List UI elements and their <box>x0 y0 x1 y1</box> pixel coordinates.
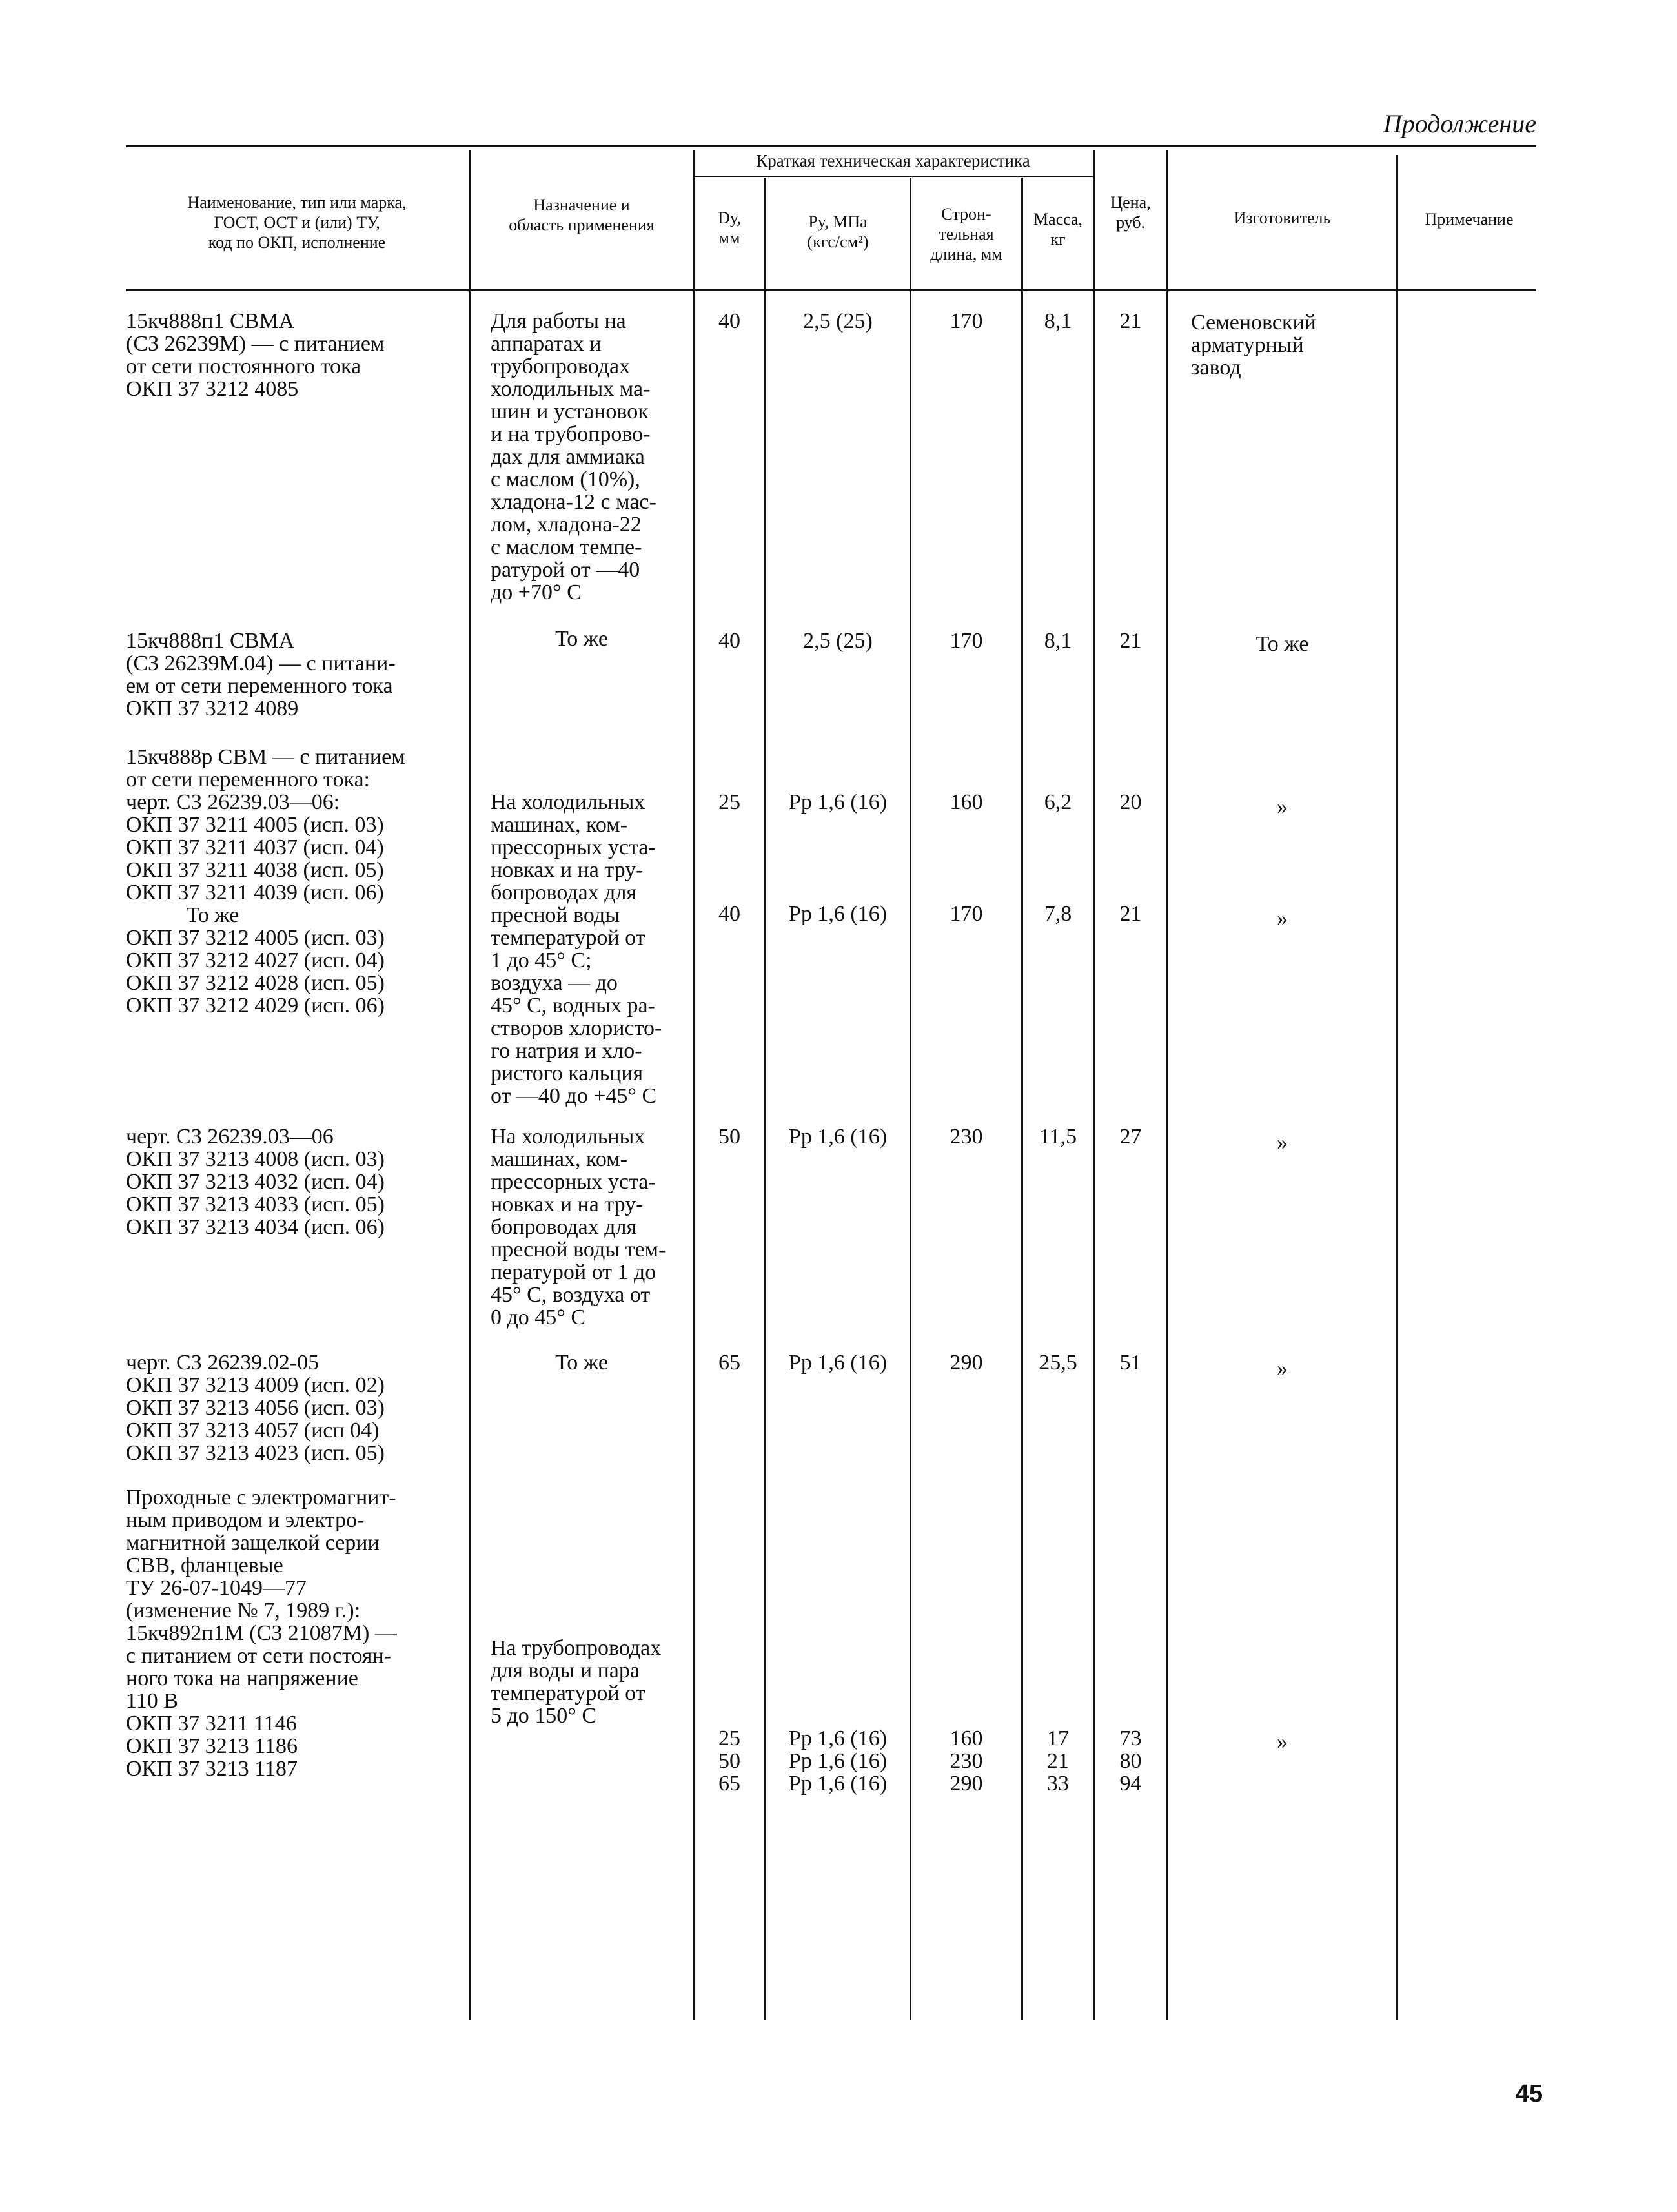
header-mass: Масса, кг <box>1033 210 1083 249</box>
header-dy: Dу, мм <box>718 209 741 247</box>
row4-length: 230 <box>950 1125 983 1149</box>
row6-py: Pр 1,6 (16) Pр 1,6 (16) Pр 1,6 (16) <box>788 1726 888 1796</box>
row1-purpose: Для работы на аппаратах и трубопроводах холодильных ма- шин и установок и на трубопрово- дах для аммиака с маслом (10%), хладона-12 с мас- лом, хладона-22 с маслом темпе- ратурой от —40 до +70° С <box>491 309 656 604</box>
row5-length: 290 <box>950 1351 983 1375</box>
row3b-length: 170 <box>950 902 983 926</box>
row4-maker: » <box>1277 1131 1288 1154</box>
row3a-maker: » <box>1277 795 1288 819</box>
row5-name: черт. СЗ 26239.02-05 ОКП 37 3213 4009 (исп. 02) ОКП 37 3213 4056 (исп. 03) ОКП 37 3213 4057 (исп 04) ОКП 37 3213 4023 (исп. 05) <box>126 1351 385 1465</box>
header-name: Наименование, тип или марка, ГОСТ, ОСТ и (или) ТУ, код по ОКП, исполнение <box>187 193 407 252</box>
row2-purpose: То же <box>555 627 608 651</box>
row1-mass: 8,1 <box>1044 309 1072 333</box>
col-divider-8 <box>1396 155 1398 2020</box>
row3b-maker: » <box>1277 906 1288 930</box>
row4-mass: 11,5 <box>1039 1125 1077 1149</box>
row3-purpose: На холодильных машинах, ком- прессорных уста- новках и на тру- бопроводах для пресной воды температурой от 1 до 45° С; воздуха — до 45° С, водных ра- створов хлористо- го натрия и хло- ристого кальция от —40 до +45° С <box>491 790 662 1108</box>
row1-length: 170 <box>950 309 983 333</box>
row3b-mass: 7,8 <box>1044 902 1072 926</box>
header-note: Примечание <box>1425 210 1514 229</box>
row2-length: 170 <box>950 629 983 653</box>
row2-price: 21 <box>1119 629 1142 653</box>
continuation-label: Продолжение <box>1383 109 1536 138</box>
row1-py: 2,5 (25) <box>803 309 873 333</box>
header-maker: Изготовитель <box>1234 209 1331 227</box>
row6-purpose: На трубопроводах для воды и пара температурой от 5 до 150° С <box>491 1636 662 1728</box>
row3a-py: Pр 1,6 (16) <box>788 790 888 814</box>
row3b-py: Pр 1,6 (16) <box>788 902 888 926</box>
row4-price: 27 <box>1119 1125 1142 1149</box>
row5-mass: 25,5 <box>1039 1351 1077 1375</box>
row3b-price: 21 <box>1119 902 1142 926</box>
row3a-mass: 6,2 <box>1044 790 1072 814</box>
row2-name: 15кч888п1 СВМА (СЗ 26239М.04) — с питани- ем от сети переменного тока ОКП 37 3212 4089 <box>126 629 396 721</box>
row2-maker: То же <box>1255 632 1309 656</box>
row4-name: черт. СЗ 26239.03—06 ОКП 37 3213 4008 (исп. 03) ОКП 37 3213 4032 (исп. 04) ОКП 37 3213 4033 (исп. 05) ОКП 37 3213 4034 (исп. 06) <box>126 1125 385 1239</box>
row3-name: 15кч888р СВМ — с питанием от сети переменного тока: черт. СЗ 26239.03—06: ОКП 37 3211 4005 (исп. 03) ОКП 37 3211 4037 (исп. 04) ОКП 37 3211 4038 (исп. 05) ОКП 37 3211 4039 (исп. 06) То же ОКП 37 3212 4005 (исп. 03) ОКП 37 3212 4027 (исп. 04) ОКП 37 3212 4028 (исп. 05) ОКП 37 3212 4029 (исп. 06) <box>126 745 405 1018</box>
row1-name: 15кч888п1 СВМА (СЗ 26239М) — с питанием от сети постоянного тока ОКП 37 3212 4085 <box>126 309 385 401</box>
row5-dy: 65 <box>718 1351 740 1375</box>
row3b-dy: 40 <box>718 902 740 926</box>
row2-py: 2,5 (25) <box>803 629 873 653</box>
row6-name: Проходные с электромагнит- ным приводом и электро- магнитной защелкой серии СВВ, фланцевые ТУ 26-07-1049—77 (изменение № 7, 1989 г.): 15кч892п1М (СЗ 21087М) — с питанием от сети постоян- ного тока на напряжение 110 В ОКП 37 3211 1146 ОКП 37 3213 1186 ОКП 37 3213 1187 <box>126 1486 397 1781</box>
page-number: 45 <box>1515 2080 1543 2107</box>
header-py: Pу, МПа (кгс/см²) <box>807 212 869 251</box>
row4-dy: 50 <box>718 1125 740 1149</box>
row6-mass: 17 21 33 <box>1047 1726 1069 1796</box>
row4-purpose: На холодильных машинах, ком- прессорных уста- новках и на тру- бопроводах для пресной воды тем- пературой от 1 до 45° С, воздуха от 0 до 45° С <box>491 1125 666 1329</box>
row2-dy: 40 <box>718 629 740 653</box>
row5-maker: » <box>1277 1357 1288 1380</box>
row5-py: Pр 1,6 (16) <box>788 1351 888 1375</box>
row5-purpose: То же <box>555 1351 608 1375</box>
row3a-dy: 25 <box>718 790 740 814</box>
row4-py: Pр 1,6 (16) <box>788 1125 888 1149</box>
row6-dy: 25 50 65 <box>718 1726 740 1796</box>
row5-price: 51 <box>1119 1351 1142 1375</box>
col-divider-1 <box>469 150 471 2020</box>
row6-length: 160 230 290 <box>950 1726 983 1796</box>
row2-mass: 8,1 <box>1044 629 1072 653</box>
row1-price: 21 <box>1119 309 1142 333</box>
row3a-length: 160 <box>950 790 983 814</box>
table-top-rule <box>126 145 1536 147</box>
row6-maker: » <box>1277 1730 1288 1754</box>
row1-dy: 40 <box>718 309 740 333</box>
header-bottom-rule <box>126 289 1536 291</box>
group-header-rule <box>693 176 1093 177</box>
header-tech-group: Краткая техническая характеристика <box>756 151 1030 170</box>
header-purpose: Назначение и область применения <box>509 196 655 234</box>
header-price: Цена, руб. <box>1110 193 1151 232</box>
row6-price: 73 80 94 <box>1119 1726 1142 1796</box>
header-length: Строн- тельная длина, мм <box>930 205 1002 263</box>
row3a-price: 20 <box>1119 790 1142 814</box>
row1-maker: Семеновский арматурный завод <box>1191 311 1316 380</box>
